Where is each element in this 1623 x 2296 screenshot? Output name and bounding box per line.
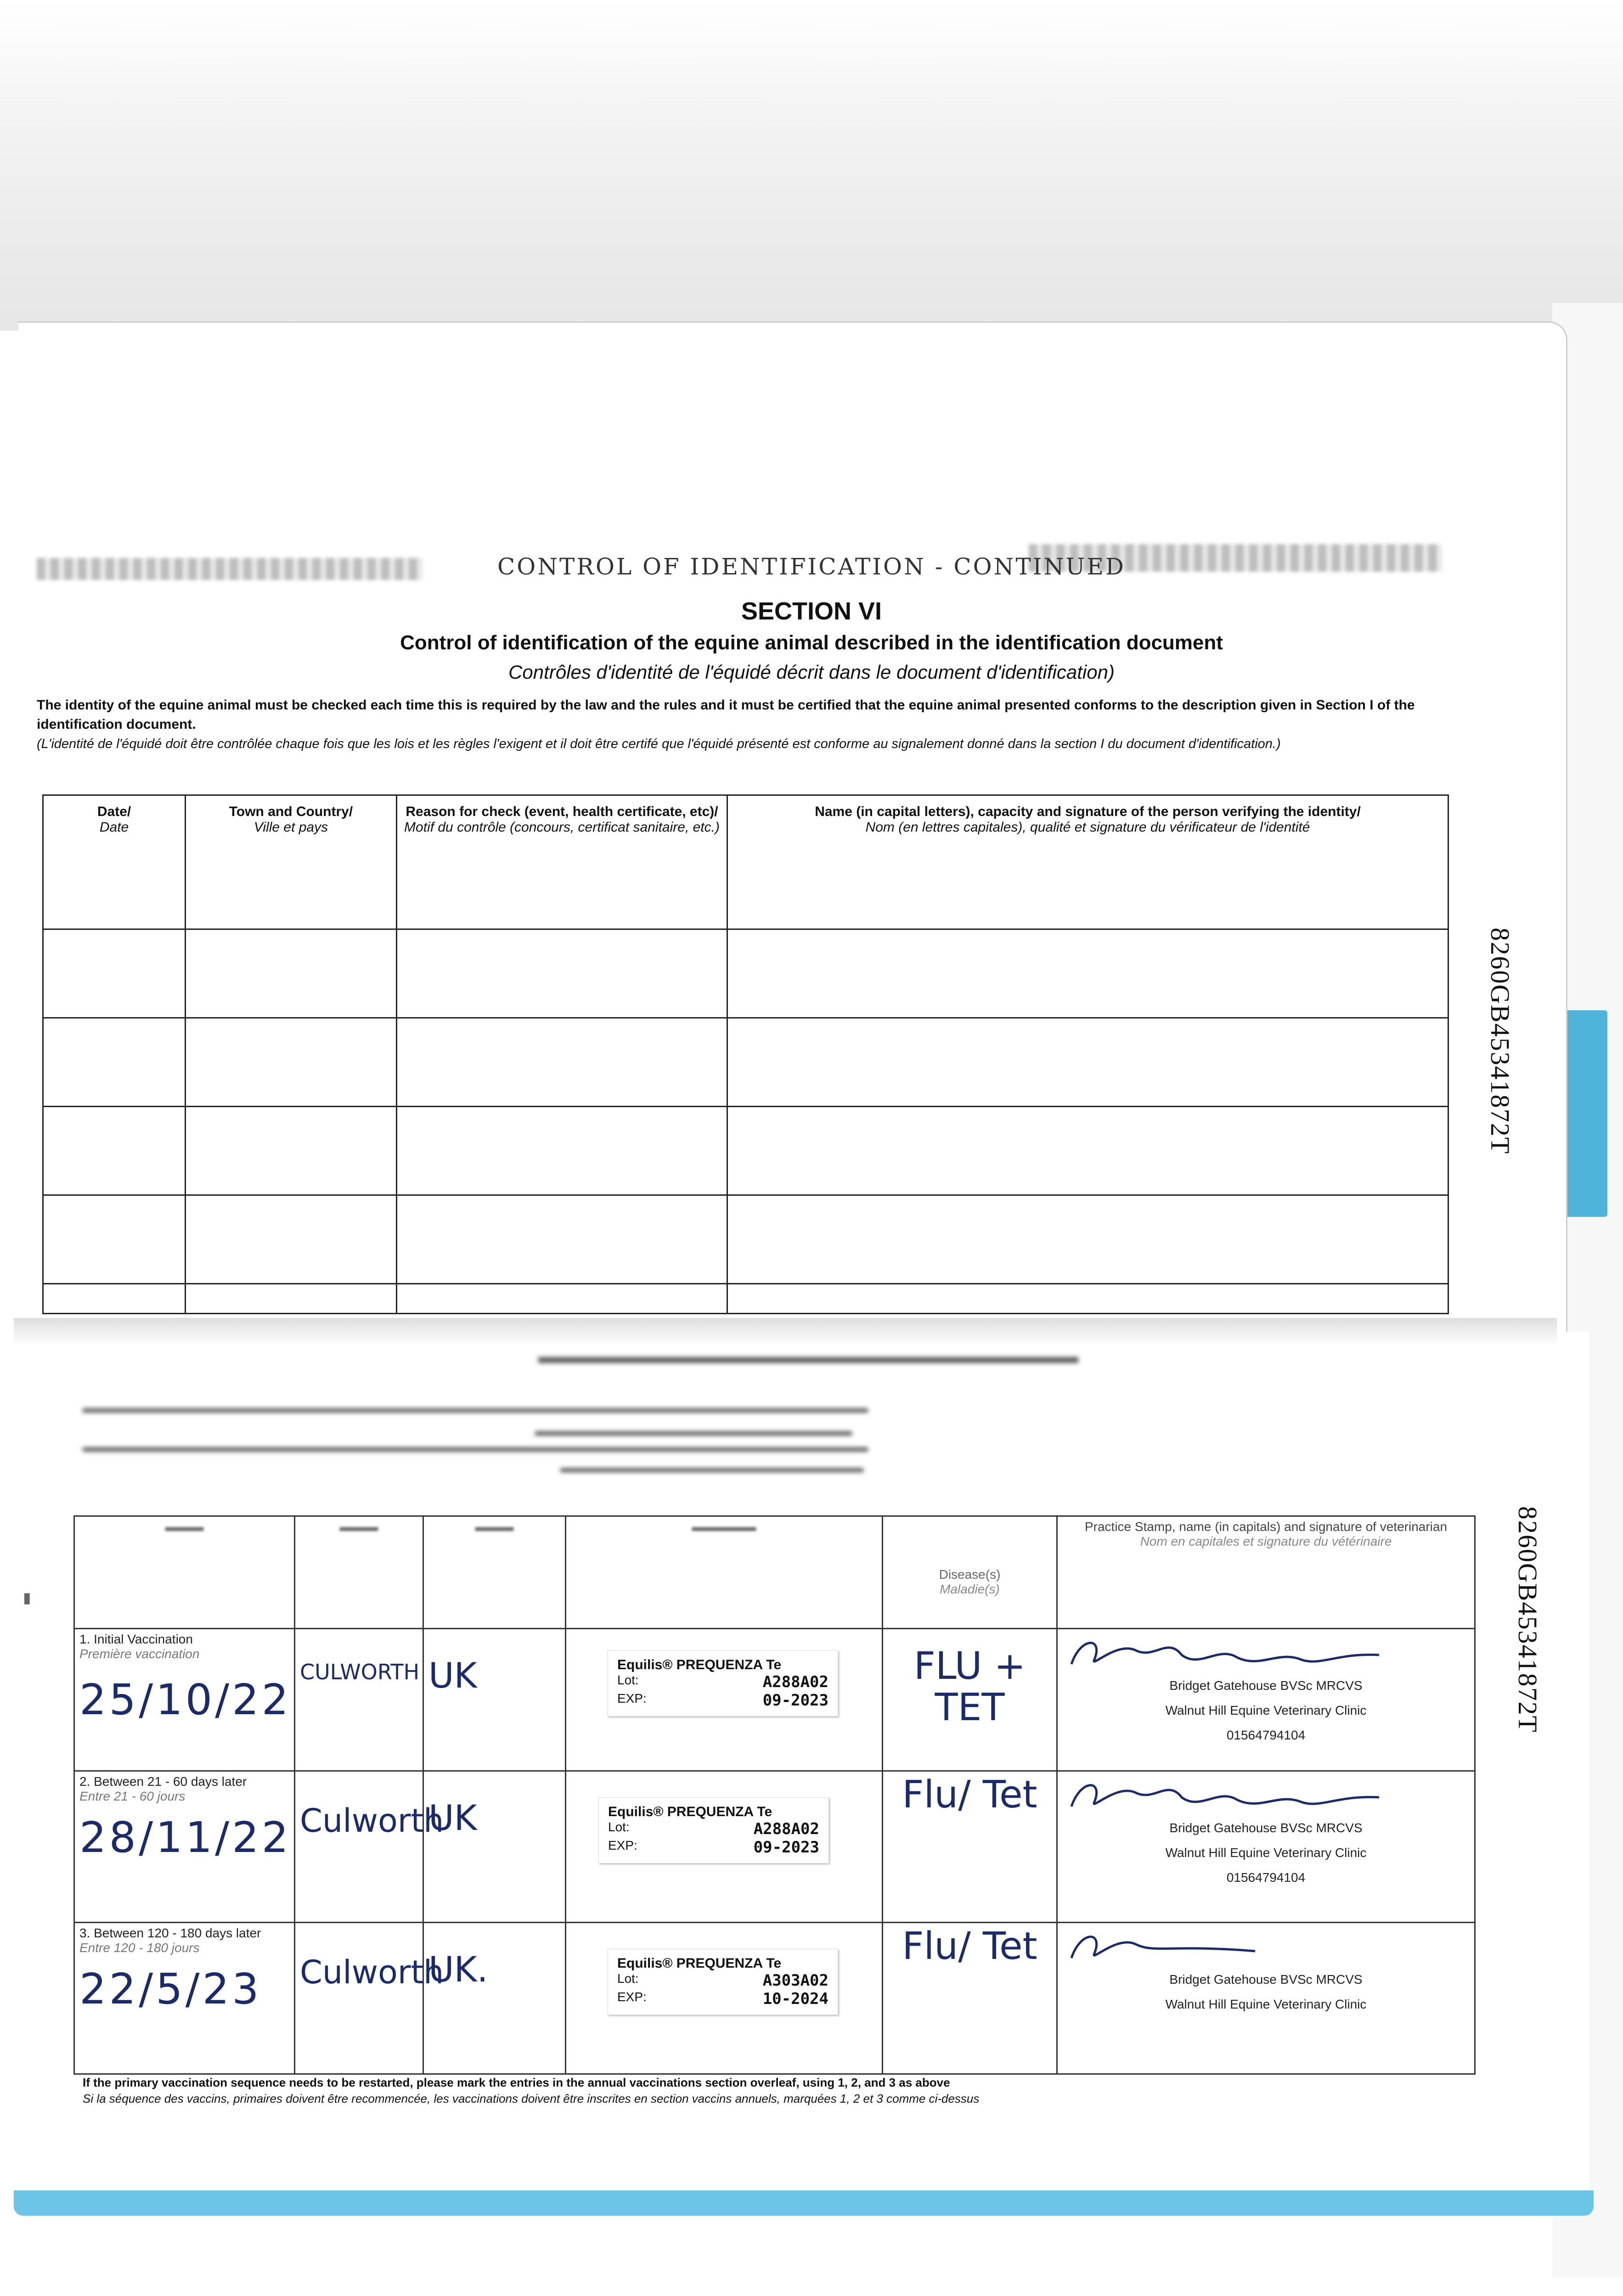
column-header-date: ▬▬▬ bbox=[74, 1516, 295, 1629]
disease-entry: Flu/ Tet bbox=[902, 1925, 1037, 1968]
vaccine-batch-label: Equilis® PREQUENZA Te Lot: A303A02 EXP: 10-2024 bbox=[608, 1949, 838, 2015]
page-number-mark: ▮ bbox=[23, 1589, 31, 1606]
vaccination-place: Culworth bbox=[300, 1802, 444, 1840]
document-id-vertical: 8260GB45341872T bbox=[1513, 1506, 1543, 1733]
section-subtitle-fr: Contrôles d'identité de l'équidé décrit dans le document d'identification) bbox=[508, 661, 1115, 683]
scanner-background bbox=[0, 0, 1623, 331]
vet-stamp: Bridget Gatehouse BVSc MRCVS Walnut Hill Equine Veterinary Clinic 01564794104 bbox=[1057, 1771, 1475, 1923]
vaccination-country: UK bbox=[428, 1797, 477, 1838]
column-header-vaccine: ▬▬▬▬▬ bbox=[566, 1516, 883, 1629]
table-row bbox=[43, 1107, 1448, 1195]
document-id-vertical: 8260GB45341872T bbox=[1485, 928, 1515, 1154]
table-row bbox=[43, 929, 1448, 1018]
row-label: 3. Between 120 - 180 days later Entre 120 - 180 jours 22/5/23 bbox=[74, 1923, 295, 2074]
column-header-stamp: Practice Stamp, name (in capitals) and signature of veterinarian Nom en capitales et signature du vétérinaire bbox=[1057, 1516, 1475, 1629]
vet-signature bbox=[1062, 1632, 1393, 1673]
continued-header: CONTROL OF IDENTIFICATION - CONTINUED bbox=[497, 553, 1126, 580]
blurred-text: ▬▬▬▬▬▬▬▬▬▬▬▬▬▬▬▬▬▬▬▬▬▬ bbox=[560, 1460, 863, 1475]
vaccination-row bbox=[74, 1629, 1475, 1771]
blurred-text: ▬▬▬▬▬▬▬▬▬▬▬▬▬▬▬▬▬▬▬▬▬▬▬ bbox=[535, 1424, 852, 1439]
row-label: 2. Between 21 - 60 days later Entre 21 - 60 jours 28/11/22 bbox=[74, 1771, 295, 1923]
table-row bbox=[43, 1018, 1448, 1107]
blurred-text: ▬▬▬▬▬▬▬▬▬▬▬▬▬▬▬▬▬▬▬▬▬▬▬▬▬▬▬▬▬▬▬▬▬▬▬▬▬▬▬▬▬▬▬▬▬▬▬▬▬▬▬▬▬▬▬▬▬ bbox=[83, 1440, 868, 1455]
passport-blue-edge bbox=[14, 2190, 1594, 2216]
column-header-verifier: Name (in capital letters), capacity and signature of the person verifying the identity/ Nom (en lettres capitales), qualité et signature du vérificateur de l'identité bbox=[727, 795, 1448, 929]
vaccination-row bbox=[74, 1923, 1475, 2074]
footer-note-fr: Si la séquence des vaccins, primaires doivent être recommencée, les vaccinations doivent être inscrites en section vaccins annuels, marquées 1, 2 et 3 comme ci-dessus bbox=[83, 2092, 980, 2105]
vaccine-batch-label: Equilis® PREQUENZA Te Lot: A288A02 EXP: 09-2023 bbox=[598, 1797, 829, 1863]
vet-stamp: Bridget Gatehouse BVSc MRCVS Walnut Hill Equine Veterinary Clinic bbox=[1057, 1923, 1475, 2074]
vaccination-date: 25/10/22 bbox=[79, 1675, 292, 1724]
vet-signature bbox=[1062, 1774, 1393, 1816]
table-row bbox=[43, 1284, 1448, 1314]
page-fold-shadow bbox=[14, 1318, 1557, 1345]
vaccine-batch-label: Equilis® PREQUENZA Te Lot: A288A02 EXP: 09-2023 bbox=[608, 1650, 838, 1716]
disease-entry: FLU + TET bbox=[913, 1644, 1026, 1729]
vaccination-date: 28/11/22 bbox=[79, 1813, 292, 1862]
disease-entry: Flu/ Tet bbox=[902, 1773, 1037, 1817]
vet-signature bbox=[1062, 1926, 1393, 1967]
footer-note-en: If the primary vaccination sequence needs to be restarted, please mark the entries in the annual vaccinations section overleaf, using 1, 2, and 3 as above bbox=[83, 2076, 950, 2089]
vaccination-country: UK bbox=[428, 1655, 477, 1696]
intro-text-en: The identity of the equine animal must be checked each time this is required by the law and the rules and it must be certified that the equine animal presented conforms to the description given in Section I of the identification document. bbox=[37, 698, 1415, 732]
vaccination-place: Culworth bbox=[300, 1953, 444, 1991]
blurred-heading: ▬▬▬▬▬▬▬▬▬▬▬▬▬▬▬▬▬▬▬▬▬▬▬▬▬▬▬▬ bbox=[538, 1345, 1078, 1367]
column-header-diseases: Disease(s) Maladie(s) bbox=[883, 1516, 1057, 1629]
vaccination-place: CULWORTH bbox=[300, 1660, 420, 1684]
vaccination-table bbox=[73, 1515, 1476, 2075]
intro-text-fr: (L'identité de l'équidé doit être contrôlée chaque fois que les lois et les règles l'exigent et il doit être certifé que l'équidé présenté est conforme au signalement donné dans la section I du document d'identification.) bbox=[37, 737, 1281, 751]
vet-stamp: Bridget Gatehouse BVSc MRCVS Walnut Hill Equine Veterinary Clinic 01564794104 bbox=[1057, 1629, 1475, 1771]
column-header-country: ▬▬▬ bbox=[423, 1516, 566, 1629]
section-title: SECTION VI bbox=[741, 597, 882, 625]
row-label: 1. Initial Vaccination Première vaccination 25/10/22 bbox=[74, 1629, 295, 1771]
section-subtitle-en: Control of identification of the equine animal described in the identification document bbox=[400, 631, 1223, 654]
column-header-town: Town and Country/ Ville et pays bbox=[186, 795, 397, 929]
vaccination-row bbox=[74, 1771, 1475, 1923]
blurred-text: ▬▬▬▬▬▬▬▬▬▬▬▬▬▬▬▬▬▬▬▬▬▬▬▬▬▬▬▬▬▬▬▬▬▬▬▬▬▬▬▬▬▬▬▬▬▬▬▬▬▬▬▬▬▬▬▬▬ bbox=[83, 1401, 868, 1416]
vaccination-date: 22/5/23 bbox=[79, 1964, 262, 2014]
column-header-reason: Reason for check (event, health certificate, etc)/ Motif du contrôle (concours, certificat sanitaire, etc.) bbox=[397, 795, 727, 929]
table-row bbox=[43, 1195, 1448, 1284]
column-header-date: Date/ Date bbox=[43, 795, 186, 929]
column-header-place: ▬▬▬ bbox=[295, 1516, 423, 1629]
identity-check-table bbox=[42, 794, 1449, 1314]
vaccination-country: UK. bbox=[428, 1949, 488, 1990]
